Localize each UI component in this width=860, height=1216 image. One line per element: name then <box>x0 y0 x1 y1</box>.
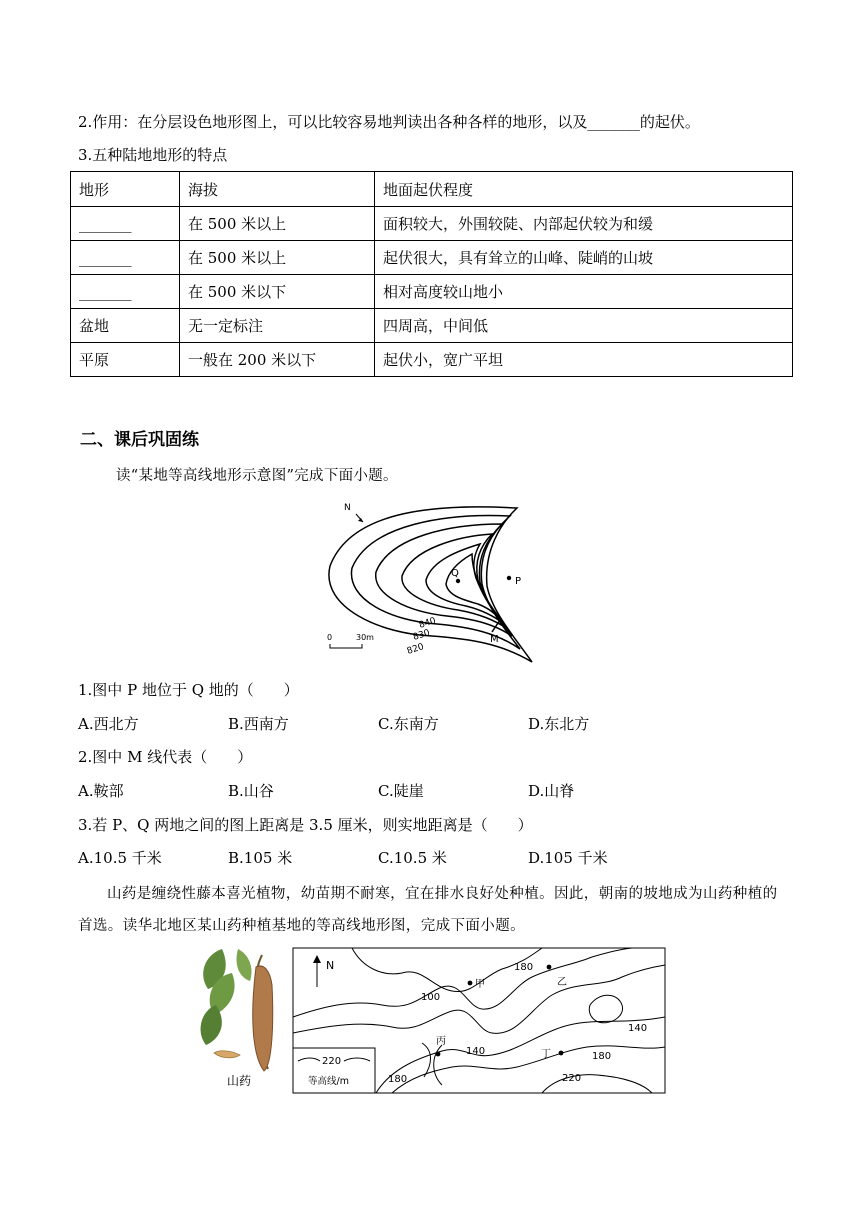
section-heading: 二、课后巩固练 <box>80 430 199 450</box>
table-cell: 在 500 米以下 <box>180 275 375 309</box>
point-yi-marker <box>547 965 552 970</box>
option-b[interactable]: B.西南方 <box>228 715 289 733</box>
leaf-icon <box>201 1005 222 1045</box>
point-m-label: M <box>490 634 499 645</box>
point-ding-label: 丁 <box>541 1049 551 1060</box>
yam-illustration <box>192 945 284 1090</box>
table-row <box>71 309 793 343</box>
contour-label-140-right: 140 <box>628 1023 648 1034</box>
table-row <box>71 207 793 241</box>
option-a[interactable]: A.西北方 <box>78 715 139 733</box>
contour-map-figure <box>322 496 538 666</box>
figure1-prompt: 读“某地等高线地形示意图”完成下面小题。 <box>116 468 398 484</box>
option-a[interactable]: A.10.5 千米 <box>78 849 162 867</box>
question-2-stem: 2.图中 M 线代表（ ） <box>78 748 253 766</box>
point-jia-marker <box>468 981 473 986</box>
table-header-row <box>71 172 793 207</box>
option-d[interactable]: D.东北方 <box>528 715 590 733</box>
point-p-label: P <box>515 576 522 587</box>
scale-end: 30m <box>356 633 374 642</box>
table-cell: 在 500 米以上 <box>180 207 375 241</box>
question-2-options <box>78 781 778 801</box>
question-1-options <box>78 714 778 734</box>
question-1-stem: 1.图中 P 地位于 Q 地的（ ） <box>78 681 299 699</box>
table-header: 海拔 <box>180 172 375 207</box>
table-cell: 平原 <box>71 343 180 377</box>
option-c[interactable]: C.10.5 米 <box>378 849 447 867</box>
terrain-table <box>70 171 793 377</box>
legend-value: 220 <box>322 1056 342 1067</box>
plant-caption: 山药 <box>227 1074 252 1088</box>
leaf-icon <box>237 949 252 981</box>
table-cell: 四周高，中间低 <box>375 309 793 343</box>
point-bing-label: 丙 <box>436 1036 446 1047</box>
point-ding-marker <box>559 1051 564 1056</box>
option-c[interactable]: C.陡崖 <box>378 782 424 800</box>
contour-label-140-mid: 140 <box>466 1046 486 1057</box>
legend-label: 等高线/m <box>308 1076 349 1087</box>
option-a[interactable]: A.鞍部 <box>78 782 124 800</box>
contour-label-100: 100 <box>421 992 441 1003</box>
table-cell: 盆地 <box>71 309 180 343</box>
option-d[interactable]: D.山脊 <box>528 782 575 800</box>
point-jia-label: 甲 <box>475 979 485 990</box>
table-cell: _______ <box>71 275 180 309</box>
label-820: 820 <box>405 642 426 657</box>
contour-label-180-top: 180 <box>514 962 534 973</box>
table-row <box>71 275 793 309</box>
table-cell: _______ <box>71 207 180 241</box>
table-cell: 起伏小，宽广平坦 <box>375 343 793 377</box>
scale-zero: 0 <box>327 633 333 642</box>
point-q-label: Q <box>451 568 459 579</box>
question-3-stem: 3.若 P、Q 两地之间的图上距离是 3.5 厘米，则实地距离是（ ） <box>78 816 533 834</box>
point-yi-label: 乙 <box>557 977 567 988</box>
table-cell: 无一定标注 <box>180 309 375 343</box>
scale-bar <box>330 644 362 648</box>
contour-label-180-right: 180 <box>592 1051 612 1062</box>
table-cell: 在 500 米以上 <box>180 241 375 275</box>
table-cell: _______ <box>71 241 180 275</box>
contour-label-180-bottom: 180 <box>388 1074 408 1085</box>
table-header: 地面起伏程度 <box>375 172 793 207</box>
table-header: 地形 <box>71 172 180 207</box>
point-p-marker <box>507 576 511 580</box>
north-label: N <box>326 959 335 972</box>
option-b[interactable]: B.105 米 <box>228 849 293 867</box>
point-bing-marker <box>436 1052 441 1057</box>
contour-label-220: 220 <box>562 1073 582 1084</box>
question-3-options <box>78 848 778 868</box>
yam-passage: 山药是缠绕性藤本喜光植物，幼苗期不耐寒，宜在排水良好处种植。因此，朝南的坡地成为山药种植的首选。读华北地区某山药种植基地的等高线地形图，完成下面小题。 <box>78 886 778 934</box>
label-840: 840 <box>417 616 438 631</box>
option-b[interactable]: B.山谷 <box>228 782 274 800</box>
north-arrow-head <box>358 518 363 522</box>
table-row <box>71 343 793 377</box>
tuber-icon <box>214 1051 240 1058</box>
option-c[interactable]: C.东南方 <box>378 715 439 733</box>
label-830: 830 <box>411 628 432 643</box>
contour-840 <box>376 524 512 636</box>
north-label: N <box>344 503 351 513</box>
yam-root-icon <box>253 966 273 1071</box>
point-q-marker <box>456 579 460 583</box>
table-row <box>71 241 793 275</box>
function-line: 2.作用：在分层设色地形图上，可以比较容易地判读出各种各样的地形，以及_______的起伏。 <box>78 113 700 131</box>
table-cell: 面积较大，外围较陡、内部起伏较为和缓 <box>375 207 793 241</box>
table-cell: 起伏很大，具有耸立的山峰、陡峭的山坡 <box>375 241 793 275</box>
features-line: 3.五种陆地地形的特点 <box>78 146 228 164</box>
table-cell: 相对高度较山地小 <box>375 275 793 309</box>
yam-base-contour-map <box>292 947 668 1095</box>
table-cell: 一般在 200 米以下 <box>180 343 375 377</box>
contour-inner-1 <box>402 534 508 629</box>
option-d[interactable]: D.105 千米 <box>528 849 608 867</box>
